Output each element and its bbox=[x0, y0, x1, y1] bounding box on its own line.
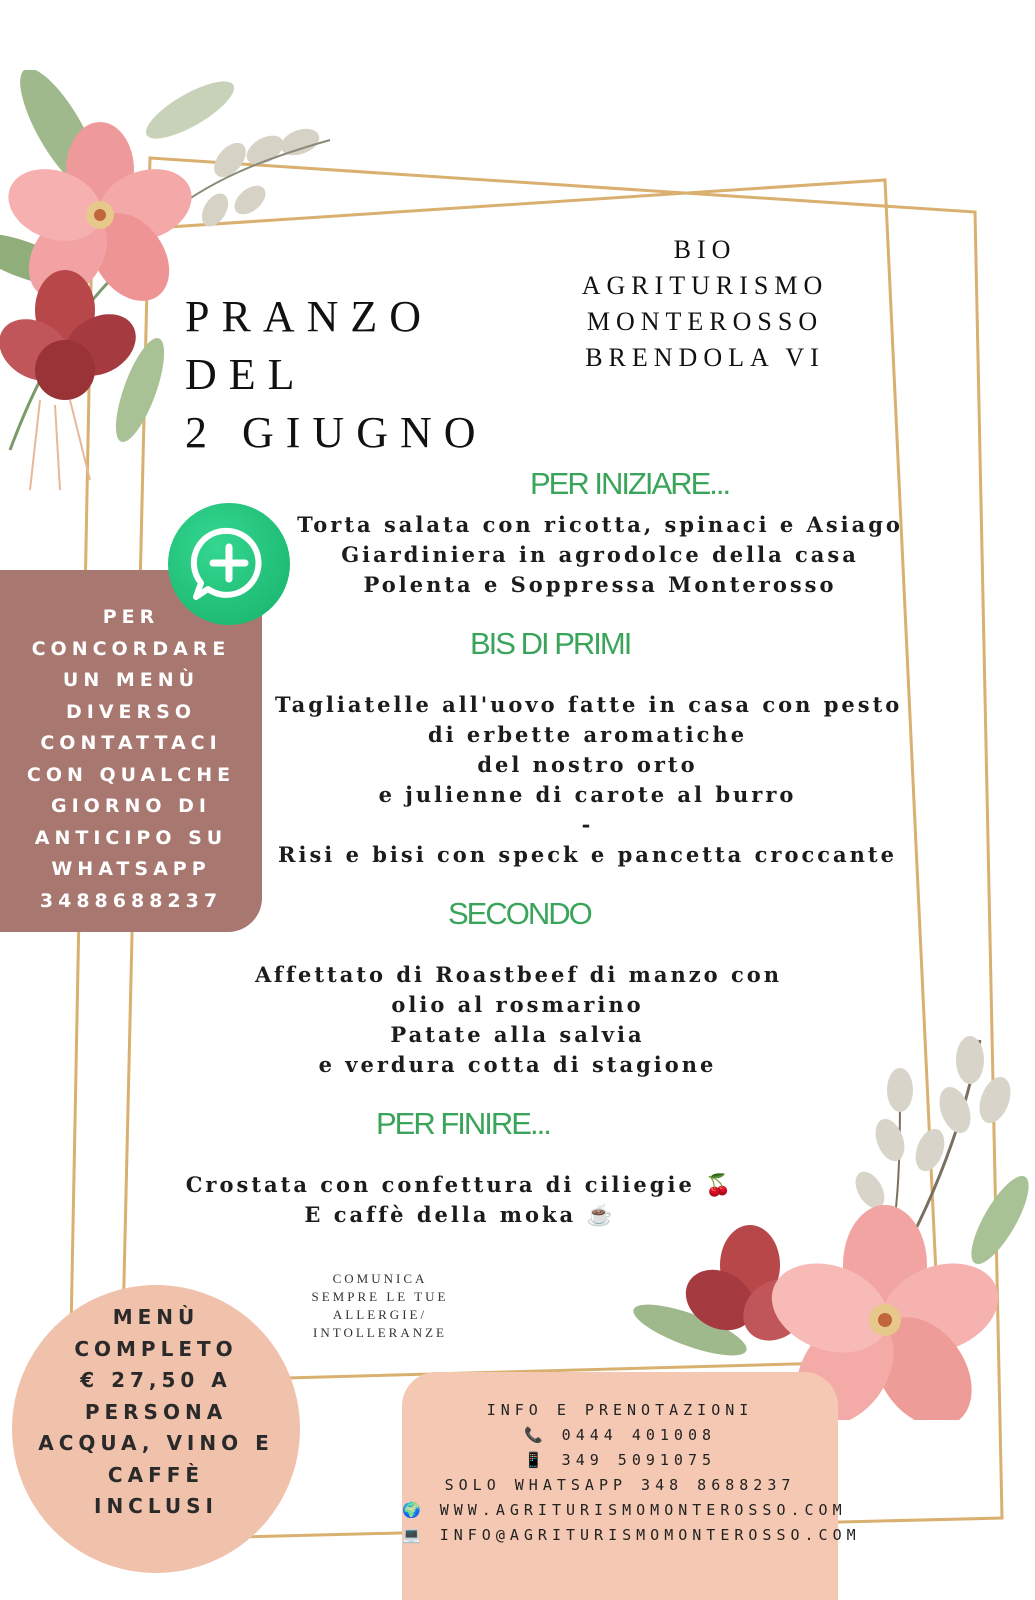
allergy-note-line: ALLERGIE/ bbox=[332, 1307, 428, 1322]
allergy-note-line: SEMPRE LE TUE bbox=[311, 1289, 449, 1304]
price-line: € 27,50 A bbox=[80, 1368, 232, 1392]
price-line: INCLUSI bbox=[94, 1494, 218, 1518]
dish-list-main-course bbox=[255, 960, 783, 1080]
title-line: DEL bbox=[185, 350, 307, 399]
allergy-note bbox=[290, 1270, 470, 1342]
dish-item: Polenta e Soppressa Monterosso bbox=[363, 572, 837, 597]
dish-item: E caffè della moka ☕ bbox=[304, 1202, 616, 1227]
dish-item: Crostata con confettura di ciliegie 🍒 bbox=[185, 1172, 735, 1197]
dish-item: Affettato di Roastbeef di manzo con bbox=[255, 962, 783, 987]
callout-line: DIVERSO bbox=[66, 700, 196, 723]
venue-line: BRENDOLA VI bbox=[585, 343, 825, 372]
info-email-link[interactable]: 💻 INFO@AGRITURISMOMONTEROSSO.COM bbox=[402, 1526, 861, 1544]
allergy-note-line: COMUNICA bbox=[332, 1271, 428, 1286]
page-title bbox=[185, 288, 488, 462]
venue-line: BIO bbox=[673, 235, 737, 264]
callout-line: 3488688237 bbox=[39, 889, 223, 912]
callout-line: WHATSAPP bbox=[51, 858, 211, 880]
title-line: 2 GIUGNO bbox=[185, 408, 488, 457]
callout-line: CONTATTACI bbox=[40, 732, 222, 754]
info-panel-text bbox=[402, 1398, 861, 1548]
dish-item: e julienne di carote al burro bbox=[378, 782, 797, 807]
dish-item: Torta salata con ricotta, spinaci e Asiago bbox=[297, 512, 903, 537]
callout-line: CONCORDARE bbox=[31, 637, 231, 660]
callout-line: PER bbox=[102, 606, 160, 628]
price-line: COMPLETO bbox=[74, 1336, 238, 1361]
dish-list-dessert bbox=[180, 1170, 740, 1230]
info-heading: INFO E PRENOTAZIONI bbox=[486, 1401, 754, 1419]
dish-item: olio al rosmarino bbox=[391, 992, 644, 1017]
section-heading-starters: PER INIZIARE... bbox=[530, 466, 730, 501]
dish-item: del nostro orto bbox=[477, 752, 698, 777]
dish-item: e verdura cotta di stagione bbox=[318, 1052, 717, 1077]
price-line: ACQUA, VINO E bbox=[38, 1431, 274, 1455]
section-heading-dessert: PER FINIRE... bbox=[376, 1106, 550, 1141]
callout-line: CON QUALCHE bbox=[26, 763, 236, 786]
dish-item: Giardiniera in agrodolce della casa bbox=[341, 542, 859, 567]
info-phone[interactable]: 📞 0444 401008 bbox=[523, 1426, 717, 1444]
dish-list-first-courses bbox=[275, 690, 903, 870]
title-line: PRANZO bbox=[185, 292, 434, 341]
price-line: MENÙ bbox=[112, 1305, 200, 1329]
info-mobile[interactable]: 📱 349 5091075 bbox=[523, 1451, 717, 1469]
callout-line: GIORNO DI bbox=[51, 795, 211, 817]
dish-item: Risi e bisi con speck e pancetta croccante bbox=[278, 842, 897, 867]
whatsapp-add-icon[interactable] bbox=[168, 503, 290, 625]
dish-item: - bbox=[581, 812, 594, 837]
dish-list-starters bbox=[295, 510, 905, 600]
venue-line: MONTEROSSO bbox=[586, 307, 824, 336]
callout-line: ANTICIPO SU bbox=[34, 826, 228, 849]
whatsapp-add-glyph bbox=[168, 503, 290, 625]
dish-item: di erbette aromatiche bbox=[427, 722, 748, 747]
price-line: PERSONA bbox=[84, 1399, 228, 1424]
section-heading-first-courses: BIS DI PRIMI bbox=[470, 626, 631, 661]
dish-item: Patate alla salvia bbox=[390, 1022, 645, 1047]
section-heading-main-course: SECONDO bbox=[448, 896, 591, 931]
price-badge-text bbox=[12, 1302, 300, 1523]
dish-item: Tagliatelle all'uovo fatte in casa con pesto bbox=[275, 692, 903, 717]
info-whatsapp[interactable]: SOLO WHATSAPP 348 8688237 bbox=[444, 1476, 796, 1494]
price-line: CAFFÈ bbox=[107, 1462, 205, 1487]
venue-name bbox=[560, 232, 850, 376]
contact-callout-text bbox=[0, 602, 262, 917]
venue-line: AGRITURISMO bbox=[581, 271, 829, 300]
callout-line: UN MENÙ bbox=[62, 669, 200, 691]
allergy-note-line: INTOLLERANZE bbox=[313, 1325, 447, 1340]
info-website-link[interactable]: 🌍 WWW.AGRITURISMOMONTEROSSO.COM bbox=[402, 1501, 847, 1519]
